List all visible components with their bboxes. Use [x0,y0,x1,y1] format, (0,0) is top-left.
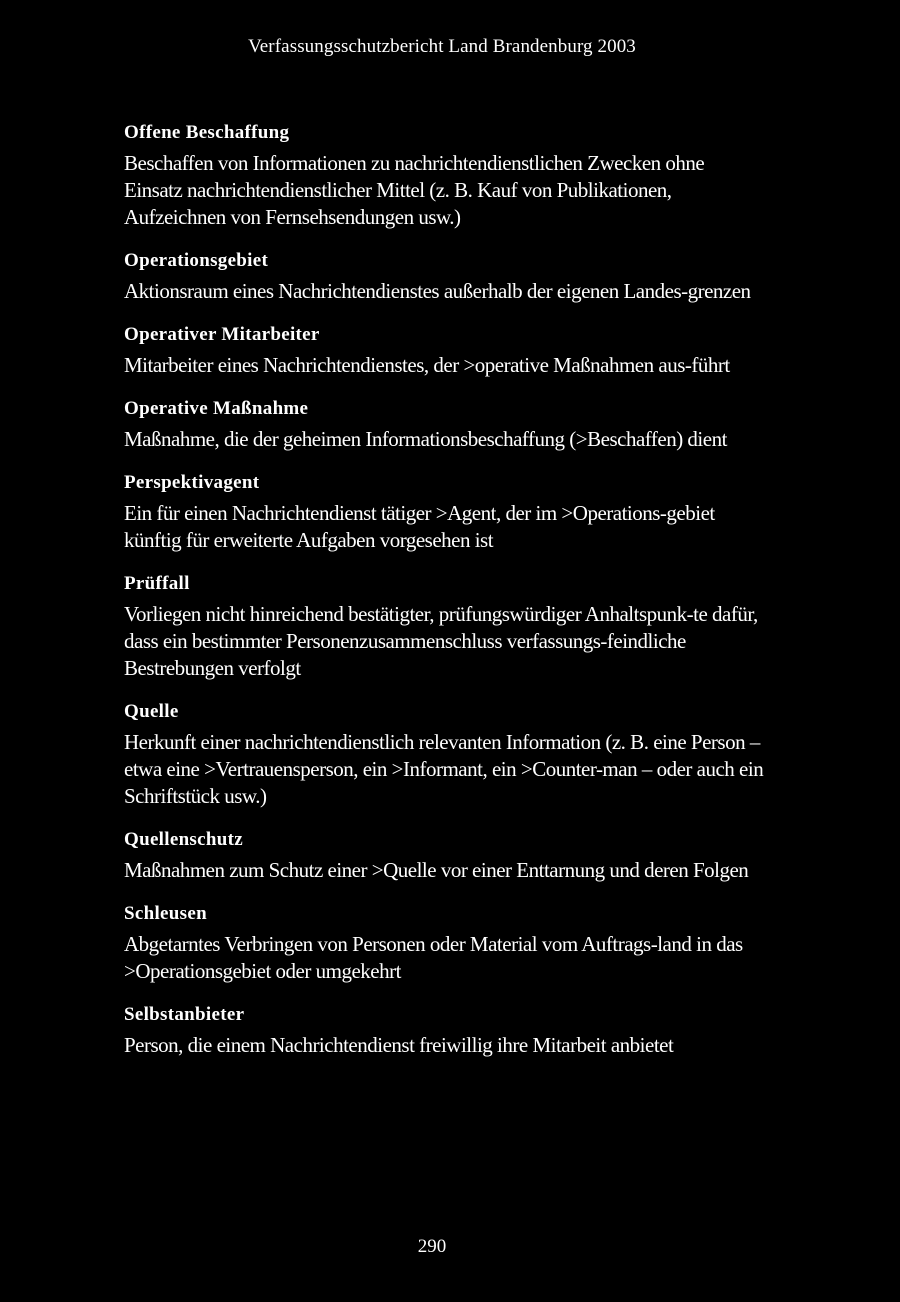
glossary-definition: Beschaffen von Informationen zu nachrichtendienstlichen Zwecken ohne Einsatz nachrichtendienstlicher Mittel (z. B. Kauf von Publikationen, Aufzeichnen von Fernsehsendungen usw.) [124,151,705,229]
glossary-entry-operationsgebiet [124,249,764,305]
glossary-entry-prueffall [124,572,764,682]
glossary-definition: Person, die einem Nachrichtendienst freiwillig ihre Mitarbeit anbietet [124,1033,674,1057]
glossary-definition: Mitarbeiter eines Nachrichtendienstes, der >operative Maßnahmen aus-führt [124,353,730,377]
glossary-term: Perspektivagent [124,472,260,493]
glossary-entry-operative-massnahme [124,397,764,453]
glossary-term: Prüffall [124,573,190,594]
glossary-term: Quelle [124,701,179,722]
glossary-definition: Herkunft einer nachrichtendienstlich relevanten Information (z. B. eine Person – etwa eine >Vertrauensperson, ein >Informant, ein >Counter-man – oder auch ein Schriftstück usw.) [124,730,764,808]
glossary-definition: Vorliegen nicht hinreichend bestätigter, prüfungswürdiger Anhaltspunk-te dafür, dass ein bestimmter Personenzusammenschluss verfassungs-feindliche Bestrebungen verfolgt [124,602,758,680]
glossary-definition: Ein für einen Nachrichtendienst tätiger >Agent, der im >Operations-gebiet künftig für erweiterte Aufgaben vorgesehen ist [124,501,715,552]
running-header: Verfassungsschutzbericht Land Brandenburg 2003 [248,36,636,57]
glossary-term: Quellenschutz [124,829,243,850]
glossary-term: Operative Maßnahme [124,398,309,419]
glossary-entry-schleusen [124,902,764,985]
glossary-entry-quellenschutz [124,828,764,884]
glossary-entry-operativer-mitarbeiter [124,323,764,379]
glossary-definition: Aktionsraum eines Nachrichtendienstes außerhalb der eigenen Landes-grenzen [124,279,751,303]
page-number: 290 [417,1236,447,1257]
glossary-term: Offene Beschaffung [124,122,290,143]
glossary-term: Operationsgebiet [124,250,269,271]
glossary-term: Operativer Mitarbeiter [124,324,320,345]
glossary-term: Selbstanbieter [124,1004,245,1025]
glossary-entry-offene-beschaffung [124,121,764,231]
glossary-definition: Maßnahme, die der geheimen Informationsbeschaffung (>Beschaffen) dient [124,427,727,451]
glossary-definition: Maßnahmen zum Schutz einer >Quelle vor einer Enttarnung und deren Folgen [124,858,749,882]
glossary-term: Schleusen [124,903,207,924]
glossary-definition: Abgetarntes Verbringen von Personen oder Material vom Auftrags-land in das >Operationsgebiet oder umgekehrt [124,932,743,983]
glossary-list [124,121,764,1077]
glossary-entry-selbstanbieter [124,1003,764,1059]
glossary-entry-quelle [124,700,764,810]
glossary-entry-perspektivagent [124,471,764,554]
